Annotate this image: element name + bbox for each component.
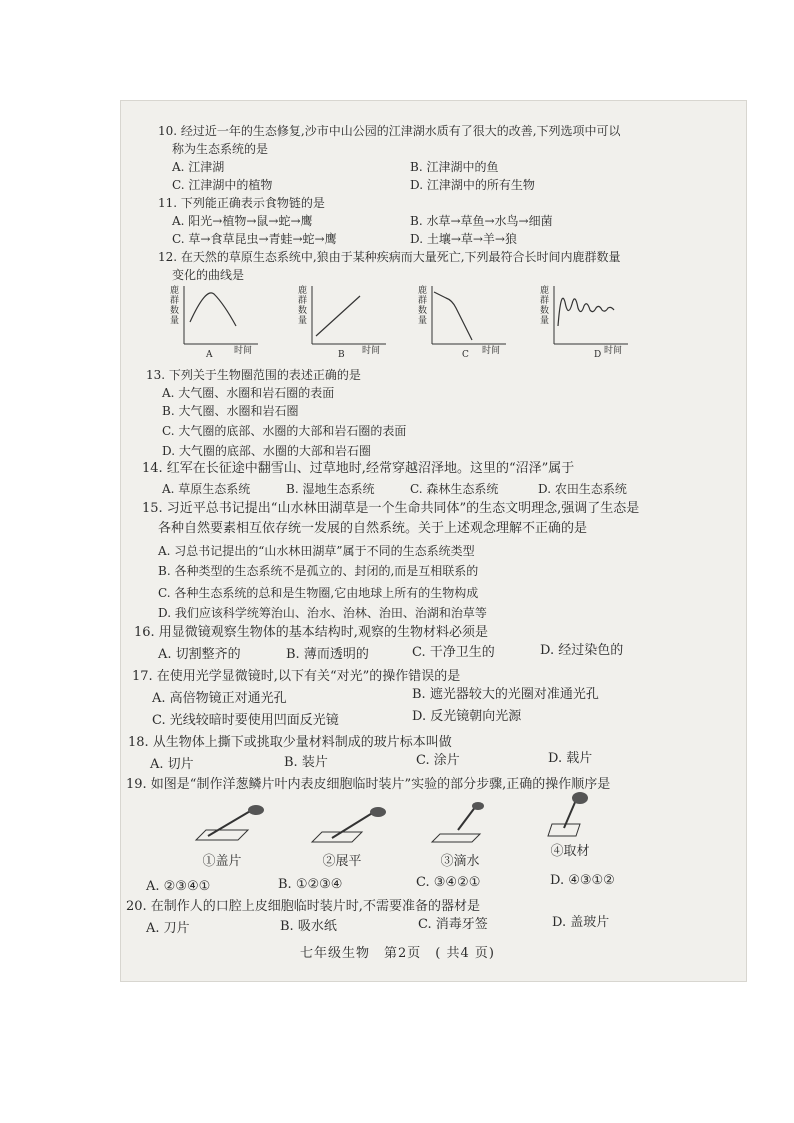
graph-d-ylabel: 鹿群数量	[540, 286, 550, 326]
q17-option-d: D. 反光镜朝向光源	[412, 709, 522, 724]
q20-option-d: D. 盖玻片	[552, 915, 610, 930]
q18-option-a: A. 切片	[150, 757, 194, 772]
q12-graph-d	[540, 282, 630, 362]
q15-option-c: C. 各种生态系统的总和是生物圈,它由地球上所有的生物构成	[158, 586, 479, 600]
q14-stem: 14. 红军在长征途中翻雪山、过草地时,经常穿越沼泽地。这里的“沼泽”属于	[142, 461, 575, 476]
q15-option-d: D. 我们应该科学统筹治山、治水、治林、治田、治湖和治草等	[158, 606, 487, 620]
graph-c-curve	[434, 292, 472, 340]
graph-d-letter: D	[594, 350, 602, 360]
q20-option-a: A. 刀片	[146, 921, 190, 936]
graph-a-letter: A	[206, 350, 213, 360]
q12-graph-a	[170, 282, 260, 362]
q11-option-b: B. 水草→草鱼→水鸟→细菌	[410, 214, 553, 228]
graph-b-curve	[316, 296, 360, 336]
q11-option-d: D. 土壤→草→羊→狼	[410, 232, 517, 246]
q20-option-c: C. 消毒牙签	[418, 917, 488, 932]
page-footer: 七年级生物 第2页 ( 共4 页)	[300, 946, 495, 961]
q17-option-b: B. 遮光器较大的光圈对准通光孔	[412, 687, 599, 702]
q16-option-c: C. 干净卫生的	[412, 645, 495, 660]
q19-stem: 19. 如图是“制作洋葱鳞片叶内表皮细胞临时装片”实验的部分步骤,正确的操作顺序是	[126, 777, 611, 792]
q13-option-a: A. 大气圈、水圈和岩石圈的表面	[162, 386, 335, 400]
q20-option-b: B. 吸水纸	[280, 919, 337, 934]
q19-option-c: C. ③④②①	[416, 875, 481, 890]
q10-stem-cont: 称为生态系统的是	[172, 142, 269, 156]
graph-c-svg	[418, 282, 508, 352]
q12-graph-b	[298, 282, 388, 362]
q19-step-4	[520, 790, 620, 860]
graph-b-ylabel: 鹿群数量	[298, 286, 308, 326]
graph-b-svg	[298, 282, 388, 352]
q14-option-c: C. 森林生态系统	[410, 482, 499, 496]
graph-d-curve	[558, 298, 614, 326]
q12-graph-c	[418, 282, 508, 362]
graph-c-letter: C	[462, 350, 469, 360]
graph-a-curve	[190, 293, 236, 326]
q18-option-b: B. 装片	[284, 755, 328, 770]
q15-stem-cont: 各种自然要素相互依存统一发展的自然系统。关于上述观念理解不正确的是	[158, 521, 588, 536]
graph-c-ylabel: 鹿群数量	[418, 286, 428, 326]
q12-stem: 12. 在天然的草原生态系统中,狼由于某种疾病而大量死亡,下列最符合长时间内鹿群数量	[158, 250, 621, 264]
step-2-illustration	[292, 800, 392, 850]
step-1-illustration	[172, 800, 272, 850]
q19-step-1	[172, 800, 272, 870]
graph-d-svg	[540, 282, 630, 352]
step-3-label: ③滴水	[440, 854, 480, 869]
graph-a-ylabel: 鹿群数量	[170, 286, 180, 326]
step-4-illustration	[520, 790, 620, 840]
q10-stem: 10. 经过近一年的生态修复,沙市中山公园的江津湖水质有了很大的改善,下列选项中可以	[158, 124, 621, 138]
q13-option-d: D. 大气圈的底部、水圈的大部和岩石圈	[162, 444, 371, 458]
q17-option-c: C. 光线较暗时要使用凹面反光镜	[152, 713, 339, 728]
q18-option-c: C. 涂片	[416, 753, 460, 768]
graph-a-xlabel: 时间	[234, 346, 253, 356]
q19-option-d: D. ④③①②	[550, 873, 615, 888]
q18-option-d: D. 载片	[548, 751, 593, 766]
q10-option-b: B. 江津湖中的鱼	[410, 160, 499, 174]
q11-option-c: C. 草→食草昆虫→青蛙→蛇→鹰	[172, 232, 337, 246]
q11-stem: 11. 下列能正确表示食物链的是	[158, 196, 325, 210]
q19-option-b: B. ①②③④	[278, 877, 343, 892]
graph-b-xlabel: 时间	[362, 346, 381, 356]
q12-stem-cont: 变化的曲线是	[172, 268, 245, 282]
graph-b-letter: B	[338, 350, 345, 360]
q17-stem: 17. 在使用光学显微镜时,以下有关“对光”的操作错误的是	[132, 669, 461, 684]
exam-page	[120, 100, 747, 982]
step-2-label: ②展平	[322, 854, 362, 869]
q18-stem: 18. 从生物体上撕下或挑取少量材料制成的玻片标本叫做	[128, 735, 452, 750]
q19-option-a: A. ②③④①	[146, 879, 211, 894]
q16-option-b: B. 薄而透明的	[286, 647, 369, 662]
q10-option-a: A. 江津湖	[172, 160, 225, 174]
q20-stem: 20. 在制作人的口腔上皮细胞临时装片时,不需要准备的器材是	[126, 899, 480, 914]
q16-stem: 16. 用显微镜观察生物体的基本结构时,观察的生物材料必须是	[134, 625, 488, 640]
q13-stem: 13. 下列关于生物圈范围的表述正确的是	[146, 368, 361, 382]
q15-option-a: A. 习总书记提出的“山水林田湖草”属于不同的生态系统类型	[158, 544, 475, 558]
step-1-label: ①盖片	[202, 854, 242, 869]
graph-d-xlabel: 时间	[604, 346, 623, 356]
q14-option-d: D. 农田生态系统	[538, 482, 627, 496]
graph-c-xlabel: 时间	[482, 346, 501, 356]
step-4-label: ④取材	[550, 844, 590, 859]
q10-option-d: D. 江津湖中的所有生物	[410, 178, 535, 192]
q10-option-c: C. 江津湖中的植物	[172, 178, 273, 192]
q11-option-a: A. 阳光→植物→鼠→蛇→鹰	[172, 214, 313, 228]
graph-a-svg	[170, 282, 260, 352]
q17-option-a: A. 高倍物镜正对通光孔	[152, 691, 287, 706]
q15-option-b: B. 各种类型的生态系统不是孤立的、封闭的,而是互相联系的	[158, 564, 479, 578]
q19-step-3	[410, 800, 510, 870]
q14-option-a: A. 草原生态系统	[162, 482, 251, 496]
q14-option-b: B. 湿地生态系统	[286, 482, 375, 496]
q13-option-c: C. 大气圈的底部、水圈的大部和岩石圈的表面	[162, 424, 407, 438]
q19-step-2	[292, 800, 392, 870]
step-3-illustration	[410, 800, 510, 850]
q13-option-b: B. 大气圈、水圈和岩石圈	[162, 404, 299, 418]
q16-option-a: A. 切割整齐的	[158, 647, 241, 662]
q15-stem: 15. 习近平总书记提出“山水林田湖草是一个生命共同体”的生态文明理念,强调了生态是	[142, 501, 640, 516]
q16-option-d: D. 经过染色的	[540, 643, 624, 658]
